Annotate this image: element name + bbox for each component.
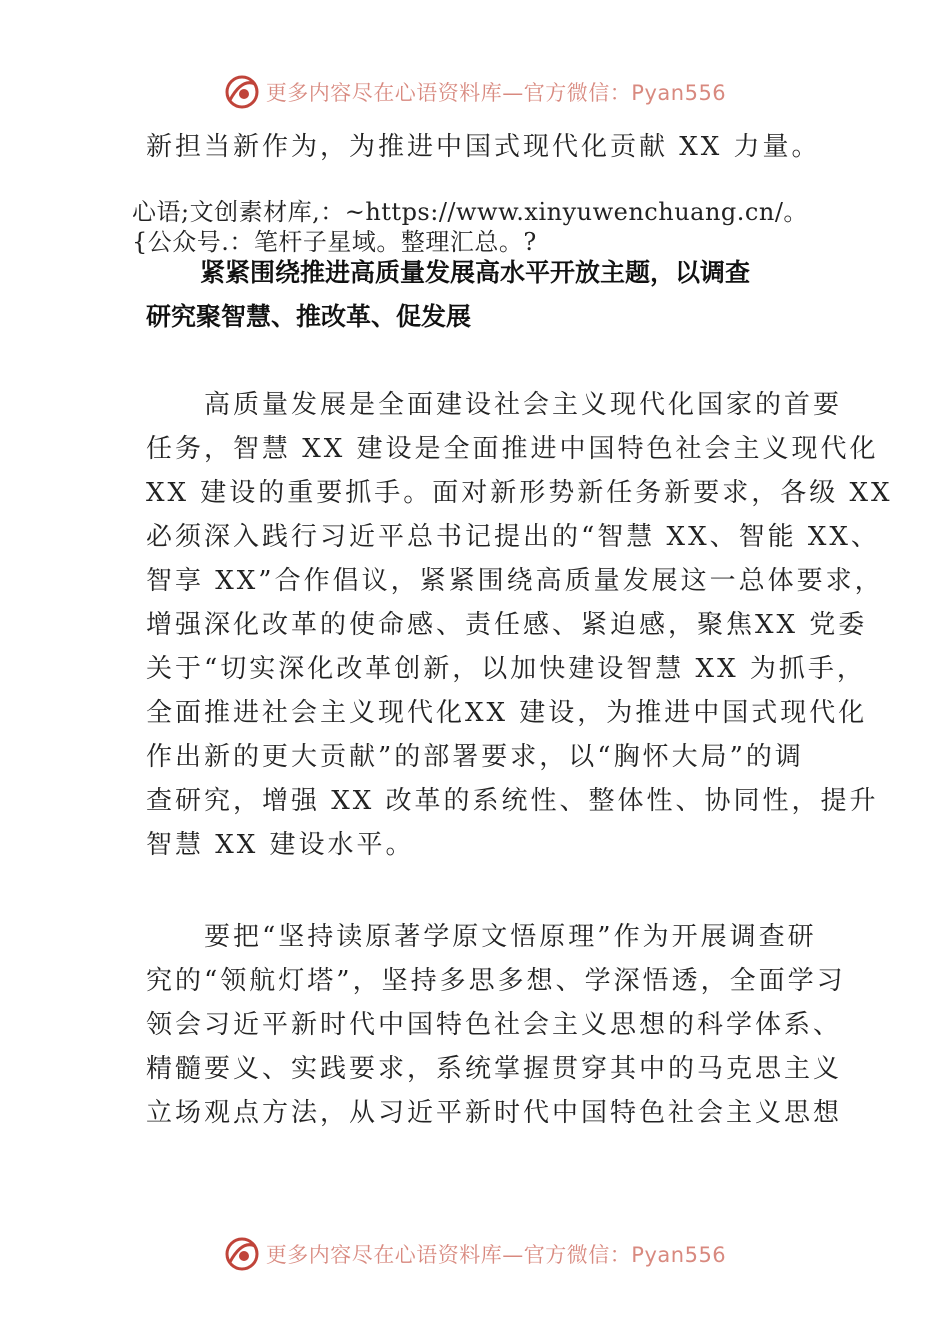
paragraph-line: 任务，智慧 XX 建设是全面推进中国特色社会主义现代化 [146, 434, 879, 464]
paragraph-line: 智享 XX”合作倡议，紧紧围绕高质量发展这一总体要求， [146, 566, 884, 596]
header-banner-text: 更多内容尽在心语资料库—官方微信：Pyan556 [265, 81, 727, 105]
paragraph-line: 关于“切实深化改革创新，以加快建设智慧 XX 为抓手， [146, 654, 866, 684]
paragraph-line: 究的“领航灯塔”，坚持多思多想、学深悟透，全面学习 [146, 966, 846, 996]
paragraph-line: 精髓要义、实践要求，系统掌握贯穿其中的马克思主义 [146, 1054, 843, 1084]
article-title-line-1: 紧紧围绕推进高质量发展高水平开放主题，以调查 [200, 258, 751, 287]
paragraph-line: 智慧 XX 建设水平。 [146, 830, 415, 860]
footer-banner-text: 更多内容尽在心语资料库—官方微信：Pyan556 [265, 1243, 727, 1267]
paragraph-line: 查研究，增强 XX 改革的系统性、整体性、协同性，提升 [146, 786, 879, 816]
watermark-line-2: {公众号.：笔杆子星域。整理汇总。? [132, 228, 537, 256]
logo-icon [224, 1236, 260, 1272]
header-banner [0, 70, 950, 114]
paragraph-line: 增强深化改革的使命感、责任感、紧迫感，聚焦XX 党委 [146, 610, 868, 640]
paragraph-line: 全面推进社会主义现代化XX 建设，为推进中国式现代化 [146, 698, 868, 728]
article-title-line-2: 研究聚智慧、推改革、促发展 [146, 302, 472, 331]
paragraph-line: 作出新的更大贡献”的部署要求，以“胸怀大局”的调 [146, 742, 804, 772]
paragraph-line: XX 建设的重要抓手。面对新形势新任务新要求，各级 XX [146, 478, 893, 508]
logo-icon [224, 74, 260, 110]
paragraph-line: 领会习近平新时代中国特色社会主义思想的科学体系、 [146, 1010, 843, 1040]
paragraph-line: 立场观点方法，从习近平新时代中国特色社会主义思想 [146, 1098, 843, 1128]
paragraph-line: 要把“坚持读原著学原文悟原理”作为开展调查研 [146, 922, 817, 952]
paragraph-line: 高质量发展是全面建设社会主义现代化国家的首要 [146, 390, 843, 420]
watermark-line-1: 心语;文创素材库,：~https://www.xinyuwenchuang.cn/。 [132, 198, 808, 226]
paragraph-line: 必须深入践行习近平总书记提出的“智慧 XX、智能 XX、 [146, 522, 880, 552]
footer-banner [0, 1232, 950, 1276]
continuation-line: 新担当新作为，为推进中国式现代化贡献 XX 力量。 [146, 132, 821, 162]
